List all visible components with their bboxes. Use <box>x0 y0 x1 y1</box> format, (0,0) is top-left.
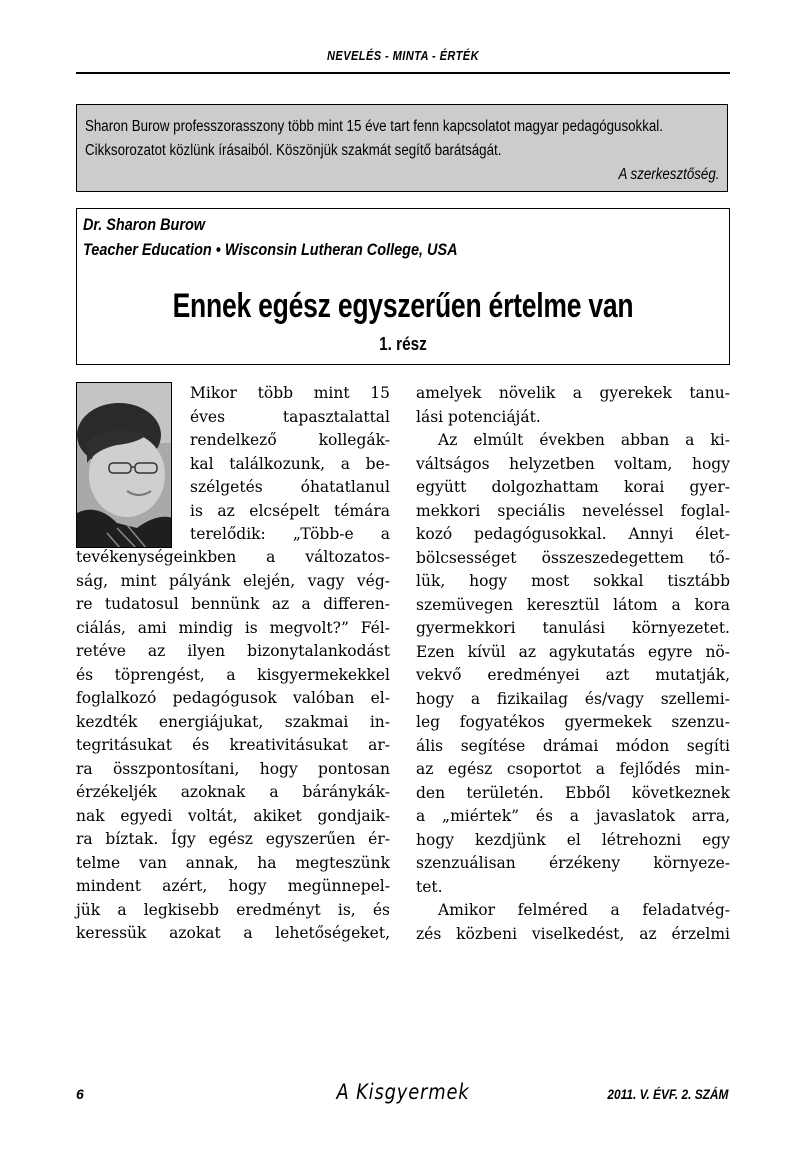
text-line: zés közbeni viselkedést, az érzelmi <box>416 924 730 943</box>
text-line: foglalkozó pedagógusok valóban el- <box>76 689 390 707</box>
paragraph-start-line: Amikor felméred a feladatvég- <box>438 901 730 919</box>
portrait-illustration <box>77 383 172 548</box>
text-line: telme van annak, ha megteszünk <box>76 853 390 872</box>
text-line: mekkori speciális neveléssel foglal- <box>416 501 730 520</box>
text-line: Mikor több mint 15 <box>190 384 390 402</box>
article-title-box <box>76 208 730 365</box>
text-line: együtt dolgozhattam korai gyer- <box>416 478 730 496</box>
text-line: a „miértek” és a javaslatok arra, <box>416 807 730 825</box>
editorial-intro-box <box>76 104 728 192</box>
text-line: lük, hogy most sokkal tisztább <box>416 572 730 590</box>
page-number: 6 <box>76 1086 84 1102</box>
author-affiliation: Teacher Education • Wisconsin Lutheran College, USA <box>83 240 458 259</box>
text-line: szemüvegen keresztül látom a kora <box>416 595 730 614</box>
text-line: tevékenységeinkben a változatos- <box>76 548 390 566</box>
text-line: váltságos helyzetben voltam, hogy <box>416 454 730 473</box>
text-line: érzékeljék azoknak a báránykák- <box>76 783 390 801</box>
text-line: szenzuálisan érzékeny környeze- <box>416 854 730 872</box>
text-line: kozó pedagógusokkal. Annyi élet- <box>416 525 730 543</box>
article-part: 1. rész <box>379 334 427 354</box>
article-body-left-bottom <box>76 546 390 946</box>
text-line: ra bíztak. Így egész egyszerűen ér- <box>76 830 390 848</box>
text-line: hogy a fizikailag és/vagy szellemi- <box>416 689 730 708</box>
text-line: leg fogyatékos gyermekek szenzu- <box>416 713 730 731</box>
author-portrait-photo <box>76 382 172 548</box>
text-line: szélgetés óhatatlanul <box>190 478 390 496</box>
paragraph-start-line: Az elmúlt években abban a ki- <box>438 431 730 449</box>
editorial-intro-text: Sharon Burow professzorasszony több mint 15 éve tart fenn kapcsolatot magyar pedagógusokkal. Cikksorozatot közlünk írásaiból. Köszönjük szakmát segítő barátságát. <box>85 118 663 159</box>
text-line: gyermekkori tanulási környezetet. <box>416 619 730 637</box>
text-line: re tudatosul bennünk az a differen- <box>76 595 390 613</box>
text-line: jük a legkisebb eredményt is, és <box>76 900 390 919</box>
text-line: ság, mint pályánk elején, vagy vég- <box>76 571 390 590</box>
text-line: keressük azokat a lehetőségeket, <box>76 924 390 942</box>
text-line: retéve az ilyen bizonytalankodást <box>76 642 390 660</box>
text-line: amelyek növelik a gyerekek tanu- <box>416 384 730 402</box>
text-line: ra összpontosítani, hogy pontosan <box>76 759 390 778</box>
text-line: ális segítése drámai módon segíti <box>416 736 730 755</box>
text-line: tegritásukat és kreativitásukat ar- <box>76 736 390 754</box>
text-line: mindent azért, hogy megünnepel- <box>76 877 390 895</box>
article-body-right <box>416 382 730 946</box>
text-line: éves tapasztalattal <box>190 407 390 426</box>
text-line: hogy kezdjünk el létrehozni egy <box>416 830 730 849</box>
text-line: rendelkező kollegák- <box>190 431 390 449</box>
text-line: den területén. Ebből következnek <box>416 783 730 802</box>
article-title: Ennek egész egyszerűen értelme van <box>172 287 634 325</box>
text-line: az egész csoportot a fejlődés min- <box>416 760 730 778</box>
issue-label: 2011. V. ÉVF. 2. SZÁM <box>606 1086 728 1102</box>
journal-name: A Kisgyermek <box>336 1080 470 1104</box>
header-rule <box>76 72 730 74</box>
text-line: terelődik: „Több-e a <box>190 525 390 543</box>
text-line: nak egyedi voltát, akiket gondjaik- <box>76 806 390 825</box>
article-body-left-top <box>190 382 390 547</box>
text-line: tet. <box>416 877 443 896</box>
running-head: NEVELÉS - MINTA - ÉRTÉK <box>326 48 479 63</box>
text-line: lási potenciáját. <box>416 407 541 426</box>
text-line: és töprengést, a kisgyermekekkel <box>76 665 390 684</box>
text-line: kezdték energiájukat, szakmai in- <box>76 712 390 731</box>
text-line: vekvő eredményei azt mutatják, <box>416 666 730 684</box>
author-name: Dr. Sharon Burow <box>83 215 206 234</box>
text-line: Ezen kívül az agykutatás egyre nö- <box>416 642 730 661</box>
text-line: is az elcsépelt témára <box>190 501 390 520</box>
text-line: bölcsességet összeszedegettem tő- <box>416 548 730 567</box>
text-line: ciálás, ami mindig is megvolt?” Fél- <box>76 618 390 637</box>
text-line: kal találkozunk, a be- <box>190 454 390 473</box>
editorial-signature: A szerkesztőség. <box>617 166 719 183</box>
